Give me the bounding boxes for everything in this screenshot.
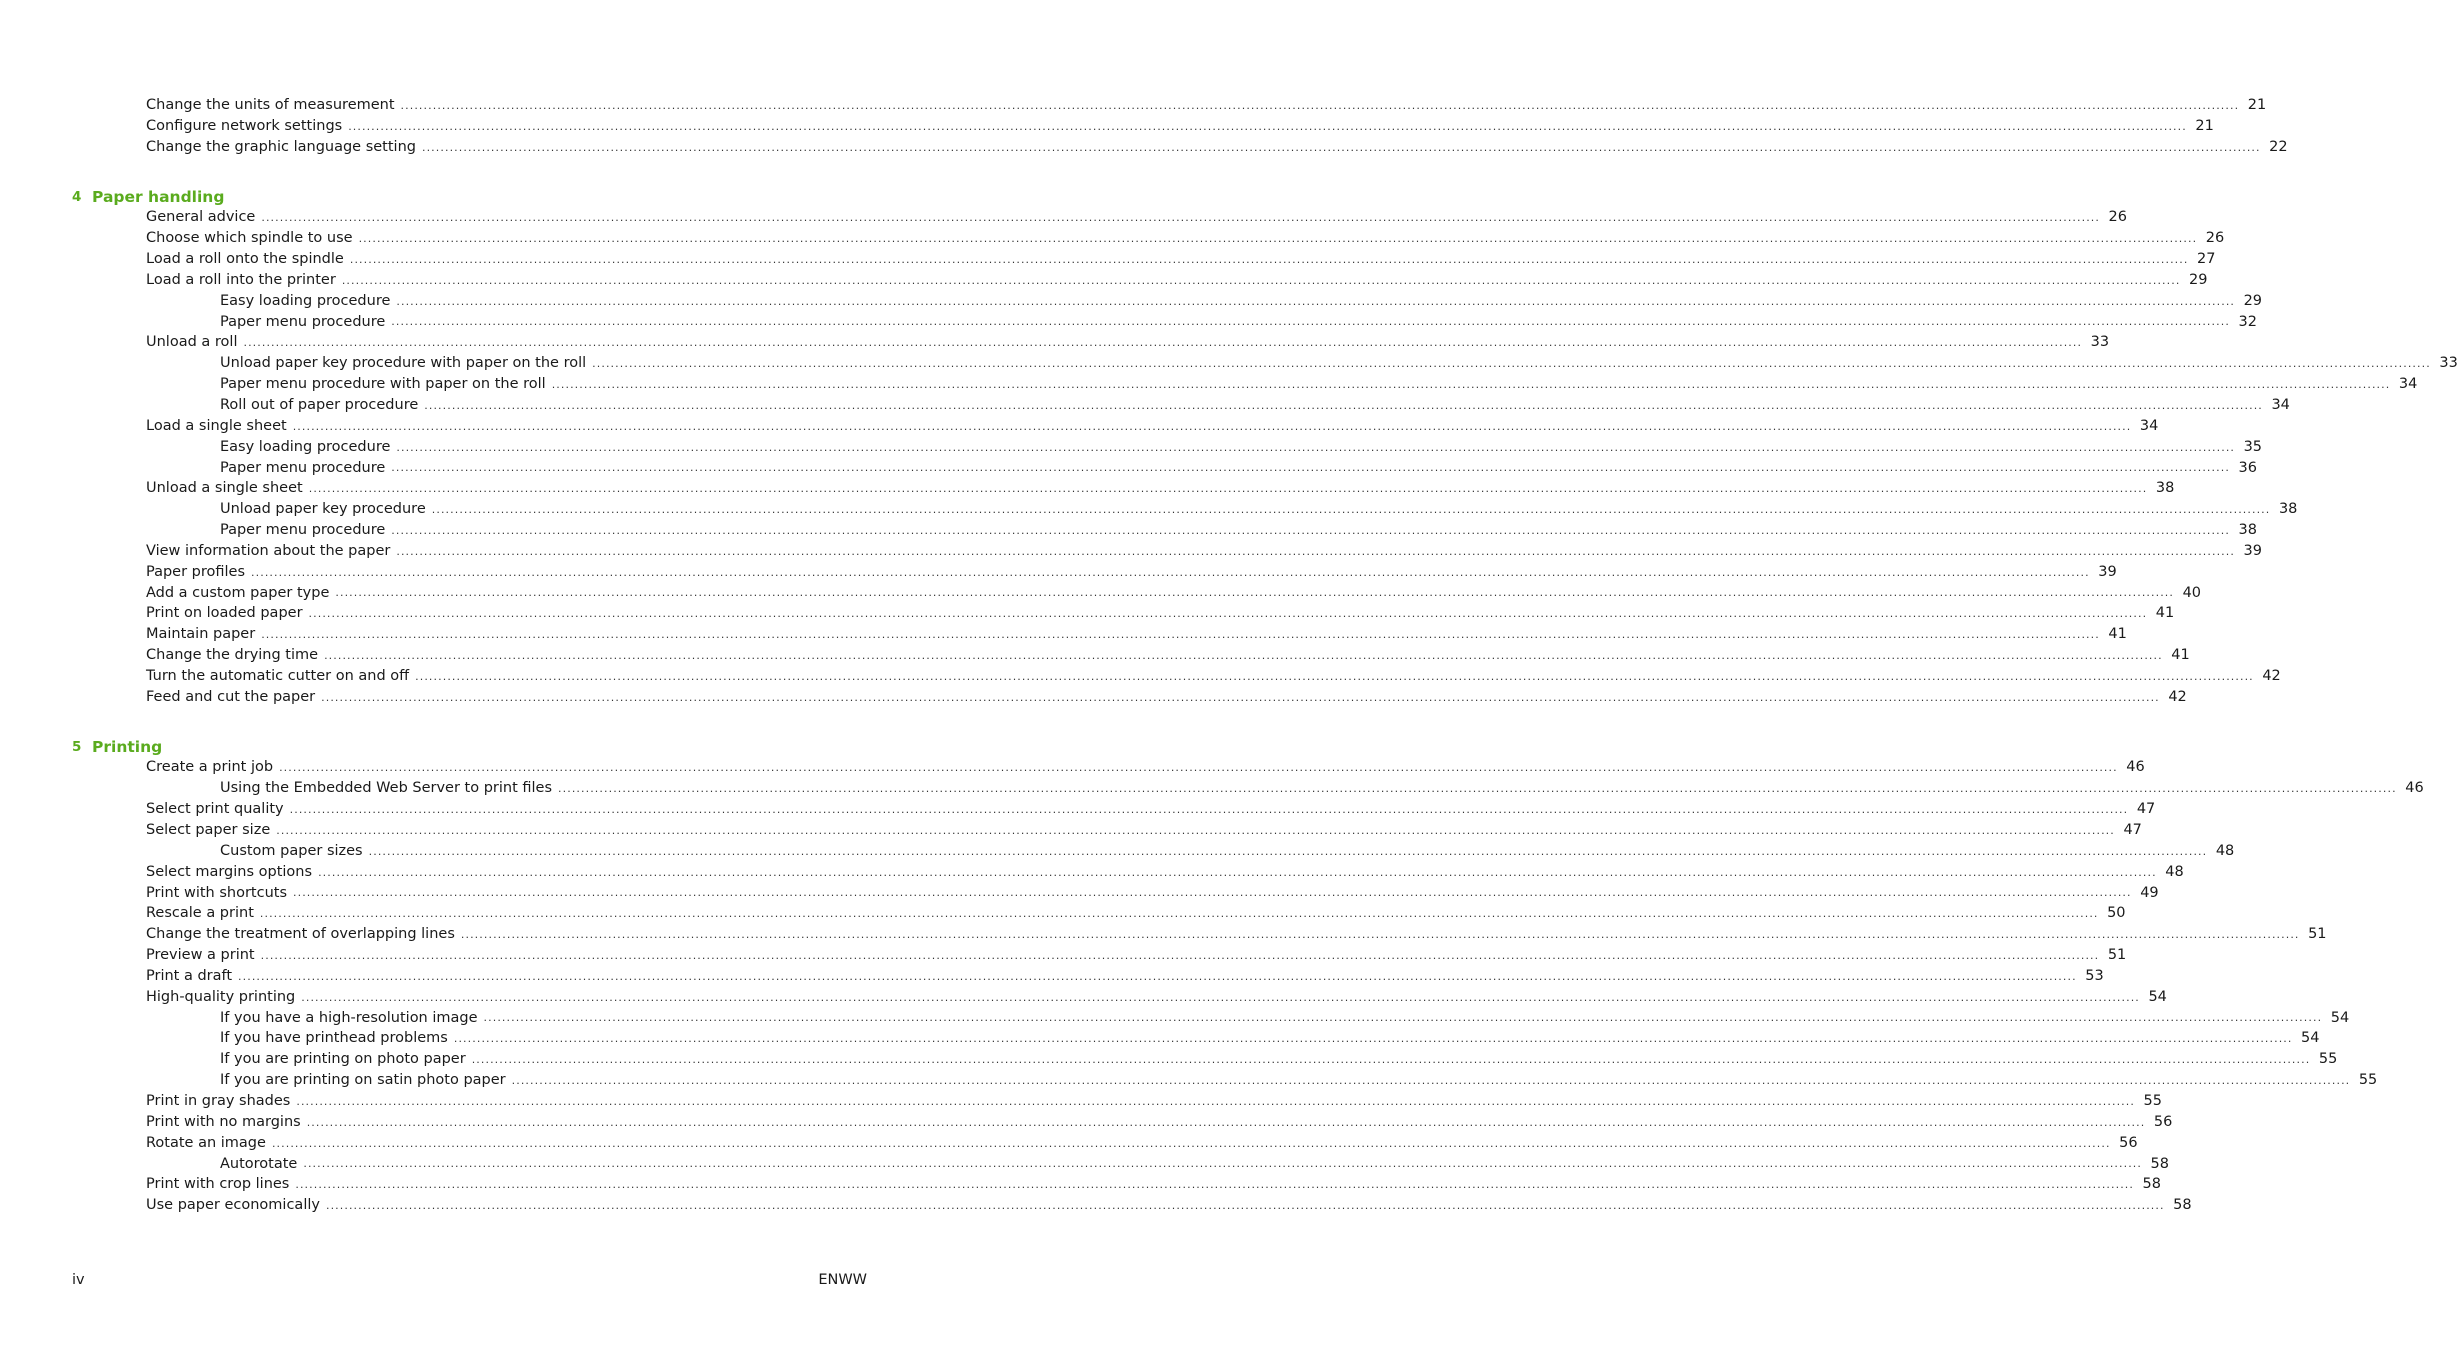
toc-entry-page: 38 <box>2278 501 2298 518</box>
toc-entry-title: Change the units of measurement <box>146 97 395 113</box>
toc-entry-title: Autorotate <box>220 1155 298 1172</box>
dot-leader: ................................................................................................................................................................................................................................................................................................................................................................................................................ <box>349 252 2189 266</box>
dot-leader: ................................................................................................................................................................................................................................................................................................................................................................................................................ <box>348 119 2187 133</box>
dot-leader: ................................................................................................................................................................................................................................................................................................................................................................................................................ <box>325 1199 2165 1213</box>
toc-entry[interactable] <box>0 249 2216 270</box>
toc-entry[interactable] <box>0 820 2142 841</box>
toc-entry[interactable] <box>0 270 2208 291</box>
toc-entry-title: If you have a high-resolution image <box>220 1009 478 1026</box>
toc-entry-title: Easy loading procedure <box>220 292 391 309</box>
dot-leader: ................................................................................................................................................................................................................................................................................................................................................................................................................ <box>261 628 2100 642</box>
toc-subentry[interactable] <box>0 1028 2320 1049</box>
dot-leader: ................................................................................................................................................................................................................................................................................................................................................................................................................ <box>261 211 2100 225</box>
toc-entry-page: 38 <box>2155 480 2175 497</box>
footer-doc-code: ENWW <box>818 1272 867 1288</box>
toc-entry-title: Configure network settings <box>146 117 343 134</box>
toc-entry[interactable] <box>0 1133 2138 1154</box>
toc-entry-title: Paper profiles <box>146 563 246 580</box>
toc-entry-page: 42 <box>2168 688 2187 705</box>
toc-entry-title: Rescale a print <box>146 905 254 922</box>
toc-entry-page: 47 <box>2123 822 2142 838</box>
dot-leader: ................................................................................................................................................................................................................................................................................................................................................................................................................ <box>279 761 2118 775</box>
toc-entry-title: Print in gray shades <box>146 1092 291 1109</box>
toc-entry-title: Paper menu procedure <box>220 459 386 476</box>
toc-entry-title: Unload a roll <box>146 334 238 351</box>
toc-entry-page: 29 <box>2189 271 2208 288</box>
toc-entry-page: 34 <box>2398 376 2418 393</box>
dot-leader: ................................................................................................................................................................................................................................................................................................................................................................................................................ <box>431 503 2271 517</box>
toc-entry-title: Add a custom paper type <box>146 584 330 601</box>
toc-entry[interactable] <box>0 945 2127 966</box>
toc-entry[interactable] <box>0 1112 2173 1133</box>
toc-entry-page: 33 <box>2439 355 2458 372</box>
dot-leader: ................................................................................................................................................................................................................................................................................................................................................................................................................ <box>483 1011 2323 1025</box>
chapter-heading[interactable] <box>0 187 954 208</box>
toc-entry[interactable] <box>0 541 2262 562</box>
toc-entry-page: 48 <box>2165 863 2184 880</box>
toc-entry[interactable] <box>0 666 2281 687</box>
toc-entry-title: Select paper size <box>146 822 271 838</box>
toc-entry-page: 26 <box>2108 209 2127 226</box>
toc-entry-title: General advice <box>146 209 256 226</box>
toc-entry-title: Print a draft <box>146 967 233 984</box>
dot-leader: ................................................................................................................................................................................................................................................................................................................................................................................................................ <box>308 607 2148 621</box>
toc-entry-title: Print with shortcuts <box>146 884 287 901</box>
toc-entry-title: Choose which spindle to use <box>146 230 353 247</box>
toc-entry-page: 56 <box>2119 1134 2138 1151</box>
toc-entry-page: 55 <box>2143 1092 2162 1109</box>
dot-leader: ................................................................................................................................................................................................................................................................................................................................................................................................................ <box>358 232 2198 246</box>
dot-leader: ................................................................................................................................................................................................................................................................................................................................................................................................................ <box>260 948 2100 962</box>
toc-entry[interactable] <box>0 1091 2162 1112</box>
dot-leader: ................................................................................................................................................................................................................................................................................................................................................................................................................ <box>400 98 2240 112</box>
toc-entry[interactable] <box>0 603 2175 624</box>
dot-leader: ................................................................................................................................................................................................................................................................................................................................................................................................................ <box>289 803 2129 816</box>
toc-subentry[interactable] <box>0 353 2458 374</box>
toc-entry-page: 54 <box>2301 1030 2320 1047</box>
toc-entry[interactable] <box>0 624 2127 645</box>
dot-leader: ................................................................................................................................................................................................................................................................................................................................................................................................................ <box>396 440 2236 454</box>
chapter-number: 4 <box>72 188 82 205</box>
dot-leader: ................................................................................................................................................................................................................................................................................................................................................................................................................ <box>308 482 2148 496</box>
toc-entry-title: Unload paper key procedure <box>220 501 426 518</box>
toc-entry-page: 41 <box>2155 605 2175 622</box>
dot-leader: ................................................................................................................................................................................................................................................................................................................................................................................................................ <box>276 823 2115 837</box>
dot-leader: ................................................................................................................................................................................................................................................................................................................................................................................................................ <box>238 969 2077 983</box>
toc-entry[interactable] <box>0 416 2159 437</box>
dot-leader: ................................................................................................................................................................................................................................................................................................................................................................................................................ <box>251 565 2090 579</box>
toc-entry-title: Select margins options <box>146 863 313 880</box>
toc-entry-page: 58 <box>2142 1176 2161 1193</box>
toc-entry[interactable] <box>0 228 2225 249</box>
toc-entry-page: 32 <box>2238 313 2257 330</box>
toc-entry-title: Paper menu procedure <box>220 522 386 539</box>
toc-entry-title: High-quality printing <box>146 988 296 1005</box>
toc-entry[interactable] <box>0 924 2327 945</box>
toc-entry-page: 41 <box>2171 647 2190 664</box>
chapter-heading[interactable] <box>0 737 954 758</box>
dot-leader: ................................................................................................................................................................................................................................................................................................................................................................................................................ <box>415 669 2254 683</box>
toc-entry-title: Print with crop lines <box>146 1176 290 1193</box>
toc-entry-page: 46 <box>2405 780 2424 797</box>
toc-entry[interactable] <box>0 1195 2192 1216</box>
dot-leader: ................................................................................................................................................................................................................................................................................................................................................................................................................ <box>259 907 2099 921</box>
toc-entry-page: 26 <box>2205 230 2225 247</box>
toc-entry[interactable] <box>0 1174 2161 1195</box>
dot-leader: ................................................................................................................................................................................................................................................................................................................................................................................................................ <box>460 928 2300 942</box>
toc-entry-title: Feed and cut the paper <box>146 688 316 705</box>
toc-entry-page: 58 <box>2150 1155 2169 1172</box>
toc-subentry[interactable] <box>0 1049 2338 1070</box>
dot-leader: ................................................................................................................................................................................................................................................................................................................................................................................................................ <box>243 336 2083 350</box>
dot-leader: ................................................................................................................................................................................................................................................................................................................................................................................................................ <box>424 398 2263 412</box>
toc-entry-page: 42 <box>2262 667 2281 684</box>
toc-entry[interactable] <box>0 478 2175 499</box>
toc-entry-page: 54 <box>2330 1009 2350 1026</box>
toc-entry-title: Turn the automatic cutter on and off <box>146 667 410 684</box>
toc-entry-page: 21 <box>2247 97 2267 113</box>
toc-entry-title: View information about the paper <box>146 542 391 559</box>
dot-leader: ................................................................................................................................................................................................................................................................................................................................................................................................................ <box>396 544 2235 558</box>
toc-entry-page: 55 <box>2318 1051 2338 1068</box>
toc-entry-title: Select print quality <box>146 801 284 818</box>
toc-entry[interactable] <box>0 116 2214 137</box>
toc-entry[interactable] <box>0 562 2117 583</box>
toc-entry-title: Paper menu procedure <box>220 313 386 330</box>
dot-leader: ................................................................................................................................................................................................................................................................................................................................................................................................................ <box>471 1053 2311 1067</box>
toc-subentry[interactable] <box>0 437 2263 458</box>
toc-entry-title: Using the Embedded Web Server to print files <box>220 780 553 797</box>
toc-entry-page: 33 <box>2090 334 2110 351</box>
toc-entry[interactable] <box>0 903 2126 924</box>
toc-entry-title: Use paper economically <box>146 1197 320 1214</box>
toc-subentry[interactable] <box>0 499 2298 520</box>
toc-entry-page: 51 <box>2308 926 2327 943</box>
toc-subentry[interactable] <box>0 1154 2169 1175</box>
dot-leader: ................................................................................................................................................................................................................................................................................................................................................................................................................ <box>321 690 2160 704</box>
toc-entry-title: If you are printing on photo paper <box>220 1051 466 1068</box>
toc-subentry[interactable] <box>0 458 2257 479</box>
dot-leader: ................................................................................................................................................................................................................................................................................................................................................................................................................ <box>592 357 2431 371</box>
toc-subentry[interactable] <box>0 374 2418 395</box>
table-of-contents <box>0 95 2458 1216</box>
toc-subentry[interactable] <box>0 778 2424 799</box>
toc-entry-page: 56 <box>2153 1113 2173 1130</box>
dot-leader: ................................................................................................................................................................................................................................................................................................................................................................................................................ <box>421 140 2261 154</box>
dot-leader: ................................................................................................................................................................................................................................................................................................................................................................................................................ <box>292 419 2132 433</box>
toc-entry-title: Unload paper key procedure with paper on the roll <box>220 355 587 372</box>
toc-entry-page: 58 <box>2173 1197 2192 1214</box>
toc-entry-page: 40 <box>2182 584 2202 601</box>
toc-entry[interactable] <box>0 332 2110 353</box>
toc-entry-title: Change the drying time <box>146 647 319 664</box>
toc-entry[interactable] <box>0 862 2184 883</box>
dot-leader: ................................................................................................................................................................................................................................................................................................................................................................................................................ <box>368 844 2208 858</box>
toc-subentry[interactable] <box>0 395 2290 416</box>
toc-entry-title: Paper menu procedure with paper on the roll <box>220 376 546 393</box>
toc-entry-title: Rotate an image <box>146 1134 266 1151</box>
toc-entry[interactable] <box>0 883 2159 904</box>
dot-leader: ................................................................................................................................................................................................................................................................................................................................................................................................................ <box>296 1094 2135 1108</box>
dot-leader: ................................................................................................................................................................................................................................................................................................................................................................................................................ <box>301 990 2140 1004</box>
toc-entry-page: 38 <box>2238 522 2257 539</box>
dot-leader: ................................................................................................................................................................................................................................................................................................................................................................................................................ <box>324 648 2163 662</box>
toc-entry-title: Change the graphic language setting <box>146 138 416 155</box>
dot-leader: ................................................................................................................................................................................................................................................................................................................................................................................................................ <box>335 586 2175 600</box>
toc-entry[interactable] <box>0 757 2145 778</box>
dot-leader: ................................................................................................................................................................................................................................................................................................................................................................................................................ <box>391 315 2230 329</box>
toc-entry[interactable] <box>0 583 2202 604</box>
toc-entry-page: 29 <box>2243 292 2263 309</box>
toc-entry-page: 22 <box>2269 138 2288 155</box>
toc-entry-title: Load a roll onto the spindle <box>146 251 344 268</box>
toc-entry-title: Create a print job <box>146 759 274 776</box>
toc-entry-title: Custom paper sizes <box>220 842 363 859</box>
dot-leader: ................................................................................................................................................................................................................................................................................................................................................................................................................ <box>558 782 2397 796</box>
chapter-title: Paper handling <box>92 187 225 206</box>
toc-entry-page: 50 <box>2107 905 2126 922</box>
dot-leader: ................................................................................................................................................................................................................................................................................................................................................................................................................ <box>293 886 2132 900</box>
toc-entry-page: 36 <box>2238 459 2257 476</box>
toc-entry-title: Print with no margins <box>146 1113 301 1130</box>
dot-leader: ................................................................................................................................................................................................................................................................................................................................................................................................................ <box>306 1115 2146 1129</box>
footer-page-number: iv <box>72 1272 85 1288</box>
toc-entry[interactable] <box>0 95 2267 116</box>
toc-entry-title: If you have printhead problems <box>220 1030 448 1047</box>
toc-entry-page: 21 <box>2195 117 2214 134</box>
toc-entry-page: 53 <box>2085 967 2104 984</box>
chapter-title: Printing <box>92 737 163 756</box>
toc-entry[interactable] <box>0 687 2187 708</box>
toc-entry[interactable] <box>0 799 2156 820</box>
toc-entry-page: 35 <box>2243 438 2263 455</box>
toc-entry-title: Print on loaded paper <box>146 605 303 622</box>
dot-leader: ................................................................................................................................................................................................................................................................................................................................................................................................................ <box>271 1136 2111 1150</box>
toc-subentry[interactable] <box>0 291 2263 312</box>
dot-leader: ................................................................................................................................................................................................................................................................................................................................................................................................................ <box>396 294 2236 308</box>
toc-entry-title: If you are printing on satin photo paper <box>220 1072 506 1089</box>
toc-entry-title: Easy loading procedure <box>220 438 391 455</box>
toc-entry-title: Roll out of paper procedure <box>220 396 419 413</box>
toc-entry-title: Preview a print <box>146 947 255 964</box>
toc-entry-page: 34 <box>2271 396 2290 413</box>
dot-leader: ................................................................................................................................................................................................................................................................................................................................................................................................................ <box>453 1032 2293 1046</box>
toc-entry-page: 39 <box>2098 563 2117 580</box>
dot-leader: ................................................................................................................................................................................................................................................................................................................................................................................................................ <box>551 377 2391 391</box>
toc-entry-page: 34 <box>2139 417 2159 434</box>
dot-leader: ................................................................................................................................................................................................................................................................................................................................................................................................................ <box>341 273 2181 287</box>
toc-subentry[interactable] <box>0 1070 2378 1091</box>
toc-entry-title: Load a roll into the printer <box>146 271 336 288</box>
toc-entry-page: 55 <box>2358 1072 2378 1089</box>
toc-entry-page: 39 <box>2243 542 2262 559</box>
toc-entry[interactable] <box>0 137 2288 158</box>
toc-entry-page: 54 <box>2148 988 2167 1005</box>
toc-entry-page: 48 <box>2215 842 2235 859</box>
toc-entry-page: 46 <box>2126 759 2145 776</box>
toc-entry[interactable] <box>0 987 2167 1008</box>
chapter-number: 5 <box>72 738 82 755</box>
dot-leader: ................................................................................................................................................................................................................................................................................................................................................................................................................ <box>295 1178 2134 1192</box>
toc-entry-page: 49 <box>2140 884 2159 901</box>
toc-subentry[interactable] <box>0 520 2257 541</box>
toc-subentry[interactable] <box>0 841 2235 862</box>
toc-entry[interactable] <box>0 645 2190 666</box>
toc-entry[interactable] <box>0 966 2104 987</box>
toc-subentry[interactable] <box>0 312 2257 333</box>
dot-leader: ................................................................................................................................................................................................................................................................................................................................................................................................................ <box>511 1073 2351 1087</box>
toc-entry[interactable] <box>0 207 2127 228</box>
toc-subentry[interactable] <box>0 1008 2350 1029</box>
dot-leader: ................................................................................................................................................................................................................................................................................................................................................................................................................ <box>391 523 2230 537</box>
toc-entry-title: Unload a single sheet <box>146 480 303 497</box>
toc-entry-title: Maintain paper <box>146 626 256 643</box>
toc-entry-page: 51 <box>2107 947 2127 964</box>
toc-entry-title: Load a single sheet <box>146 417 287 434</box>
dot-leader: ................................................................................................................................................................................................................................................................................................................................................................................................................ <box>318 865 2157 879</box>
toc-entry-page: 47 <box>2136 801 2156 818</box>
dot-leader: ................................................................................................................................................................................................................................................................................................................................................................................................................ <box>391 461 2230 475</box>
dot-leader: ................................................................................................................................................................................................................................................................................................................................................................................................................ <box>303 1157 2142 1171</box>
toc-entry-page: 27 <box>2197 251 2216 268</box>
toc-entry-title: Change the treatment of overlapping lines <box>146 926 455 943</box>
toc-entry-page: 41 <box>2108 626 2127 643</box>
